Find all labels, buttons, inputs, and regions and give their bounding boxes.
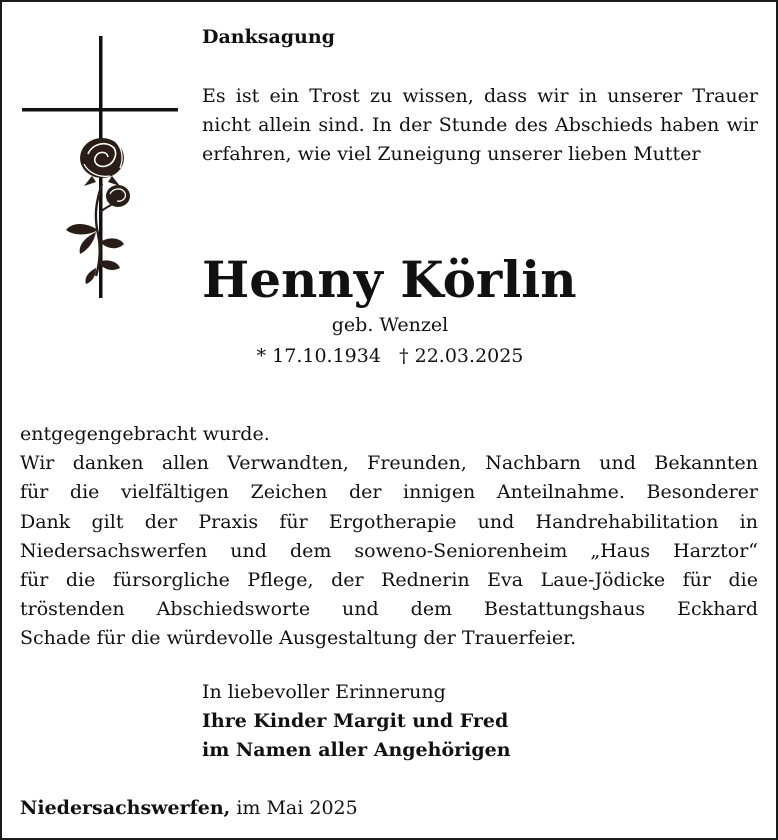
place-and-date <box>20 794 358 822</box>
death-date: † 22.03.2025 <box>399 345 524 367</box>
cross-with-rose-icon <box>22 36 182 300</box>
body-line: tröstenden Abschiedsworte und dem Bestattungshaus Eckhard <box>20 598 758 621</box>
closing-date: im Mai 2025 <box>230 797 358 819</box>
thanks-body <box>20 420 758 654</box>
closing-place: Niedersachswerfen, <box>20 797 231 819</box>
body-line: für die vielfältigen Zeichen der innigen Anteilnahme. Besonderer <box>20 481 758 504</box>
body-line: entgegengebracht wurde. <box>20 423 270 445</box>
body-line: Niedersachswerfen und dem soweno-Seniorenheim „Haus Harztor“ <box>20 539 758 562</box>
heading: Danksagung <box>202 26 335 48</box>
body-line: Dank gilt der Praxis für Ergotherapie und Handrehabilitation in <box>20 510 758 533</box>
signature-block <box>202 678 511 765</box>
intro-text: Es ist ein Trost zu wissen, dass wir in unserer Trauer nicht allein sind. In der Stunde des Abschieds haben wir erfahren, wie viel Zuneigung unserer lieben Mutter <box>202 85 758 165</box>
body-line: Schade für die würdevolle Ausgestaltung der Trauerfeier. <box>20 627 577 650</box>
signature-line-relatives: im Namen aller Angehörigen <box>202 739 511 761</box>
body-line: für die fürsorgliche Pflege, der Rednerin Eva Laue-Jödicke für die <box>20 569 758 592</box>
life-dates <box>202 343 578 369</box>
deceased-name: Henny Körlin <box>202 250 577 309</box>
birth-date: * 17.10.1934 <box>256 345 381 367</box>
birth-name: geb. Wenzel <box>331 314 449 336</box>
body-line: Wir danken allen Verwandten, Freunden, Nachbarn und Bekannten <box>20 452 758 475</box>
signature-line-remembrance: In liebevoller Erinnerung <box>202 681 446 703</box>
signature-line-children: Ihre Kinder Margit und Fred <box>202 710 509 732</box>
